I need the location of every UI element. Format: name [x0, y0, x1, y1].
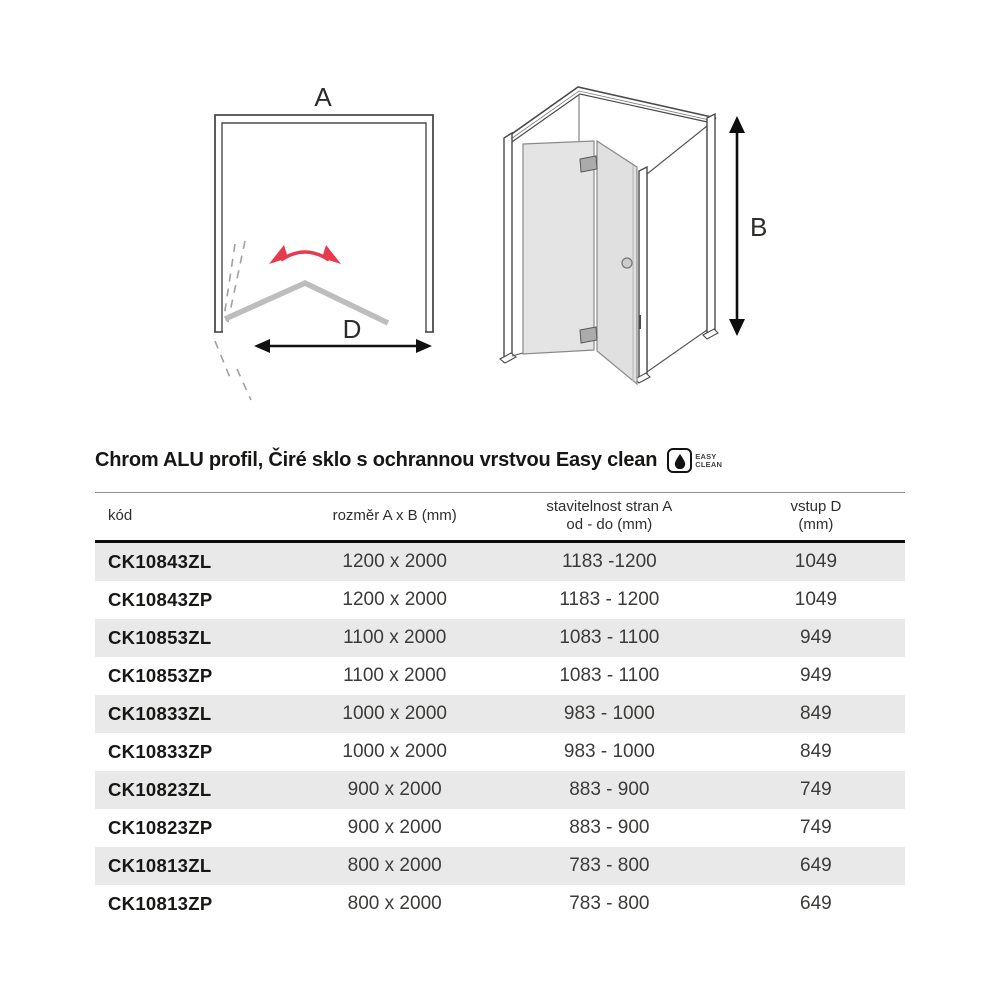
adjustability-cell: 883 - 900 — [569, 779, 650, 800]
code-cell: CK10823ZP — [108, 817, 213, 838]
adjustability-cell: 1183 -1200 — [561, 551, 657, 572]
entry-cell: 1049 — [794, 551, 838, 572]
table-row — [95, 695, 905, 733]
swing-arrowhead-right — [322, 245, 341, 264]
size-cell: 800 x 2000 — [347, 893, 442, 914]
swing-arrowhead-left — [269, 245, 288, 264]
table-row — [95, 885, 905, 923]
table-header-row — [95, 493, 905, 542]
entry-cell: 649 — [800, 855, 832, 876]
table-row — [95, 657, 905, 695]
easy-clean-badge — [667, 448, 722, 473]
table-row — [95, 581, 905, 619]
entry-cell: 1049 — [794, 589, 838, 610]
size-cell: 1200 x 2000 — [342, 589, 447, 610]
col-header-size: rozměr A x B (mm) — [298, 493, 492, 542]
size-cell: 900 x 2000 — [347, 779, 442, 800]
col-header-adjustability — [492, 493, 727, 542]
code-cell: CK10833ZL — [108, 703, 212, 724]
size-cell: 1200 x 2000 — [342, 551, 447, 572]
water-drop-icon — [667, 448, 692, 473]
table-row — [95, 542, 905, 582]
code-cell: CK10843ZL — [108, 551, 212, 572]
wall-profile-left — [500, 133, 523, 363]
code-cell: CK10843ZP — [108, 589, 213, 610]
adjustability-cell: 783 - 800 — [569, 893, 650, 914]
code-cell: CK10813ZL — [108, 855, 212, 876]
col-header-entry-line1: vstup D — [790, 498, 842, 515]
code-cell: CK10813ZP — [108, 893, 213, 914]
col-header-entry-line2: (mm) — [798, 516, 834, 533]
page-title: Chrom ALU profil, Čiré sklo s ochrannou vrstvou Easy clean — [95, 449, 658, 471]
size-cell: 1100 x 2000 — [343, 627, 447, 648]
adjustability-cell: 1083 - 1100 — [559, 665, 660, 686]
technical-diagrams — [0, 0, 1000, 440]
code-cell: CK10853ZL — [108, 627, 212, 648]
hinge-top — [580, 156, 597, 172]
height-dimension-arrow — [729, 116, 745, 336]
frame-inner-line — [222, 123, 426, 332]
col-header-adjustability-line1: stavitelnost stran A — [546, 498, 673, 515]
frame-outer-line — [215, 115, 433, 332]
entry-cell: 949 — [800, 665, 832, 686]
col-header-entry — [727, 493, 905, 542]
col-header-code: kód — [95, 493, 298, 542]
hinge-bottom — [580, 327, 597, 343]
door-knob — [622, 258, 632, 268]
easy-clean-badge-text — [695, 453, 722, 469]
folding-door-line — [225, 283, 388, 323]
title-row — [95, 448, 935, 473]
dimension-label-b: B — [750, 212, 768, 242]
adjustability-cell: 1183 - 1200 — [559, 589, 660, 610]
code-cell: CK10823ZL — [108, 779, 212, 800]
entry-cell: 849 — [800, 741, 832, 762]
size-cell: 1100 x 2000 — [343, 665, 447, 686]
fixed-glass-panel — [523, 141, 594, 354]
table-row — [95, 771, 905, 809]
entry-cell: 749 — [800, 779, 832, 800]
adjustability-cell: 983 - 1000 — [563, 703, 655, 724]
spec-table — [95, 492, 905, 923]
adjustability-cell: 883 - 900 — [569, 817, 650, 838]
size-cell: 1000 x 2000 — [342, 741, 447, 762]
badge-line-1: EASY — [695, 451, 717, 461]
table-row — [95, 809, 905, 847]
table-row — [95, 847, 905, 885]
col-header-adjustability-line2: od - do (mm) — [566, 516, 653, 533]
dimension-label-d: D — [342, 314, 362, 344]
size-cell: 900 x 2000 — [347, 817, 442, 838]
adjustability-cell: 1083 - 1100 — [559, 627, 660, 648]
top-frame-bar — [506, 87, 716, 144]
badge-line-2: CLEAN — [695, 459, 723, 469]
front-view-diagram — [500, 87, 767, 384]
size-cell: 800 x 2000 — [347, 855, 442, 876]
entry-cell: 849 — [800, 703, 832, 724]
entry-cell: 749 — [800, 817, 832, 838]
swing-arc — [281, 252, 329, 260]
size-cell: 1000 x 2000 — [342, 703, 447, 724]
code-cell: CK10853ZP — [108, 665, 213, 686]
pivot-door-panel — [597, 141, 637, 384]
table-row — [95, 619, 905, 657]
entry-cell: 649 — [800, 893, 832, 914]
door-swing-arrow — [269, 245, 341, 264]
dimension-label-a: A — [314, 82, 332, 112]
table-row — [95, 733, 905, 771]
door-dashed-positions — [215, 241, 251, 400]
code-cell: CK10833ZP — [108, 741, 213, 762]
adjustability-cell: 983 - 1000 — [563, 741, 655, 762]
side-panel-glass — [647, 126, 707, 372]
top-view-diagram — [214, 82, 434, 400]
entry-cell: 949 — [800, 627, 832, 648]
adjustability-cell: 783 - 800 — [569, 855, 650, 876]
